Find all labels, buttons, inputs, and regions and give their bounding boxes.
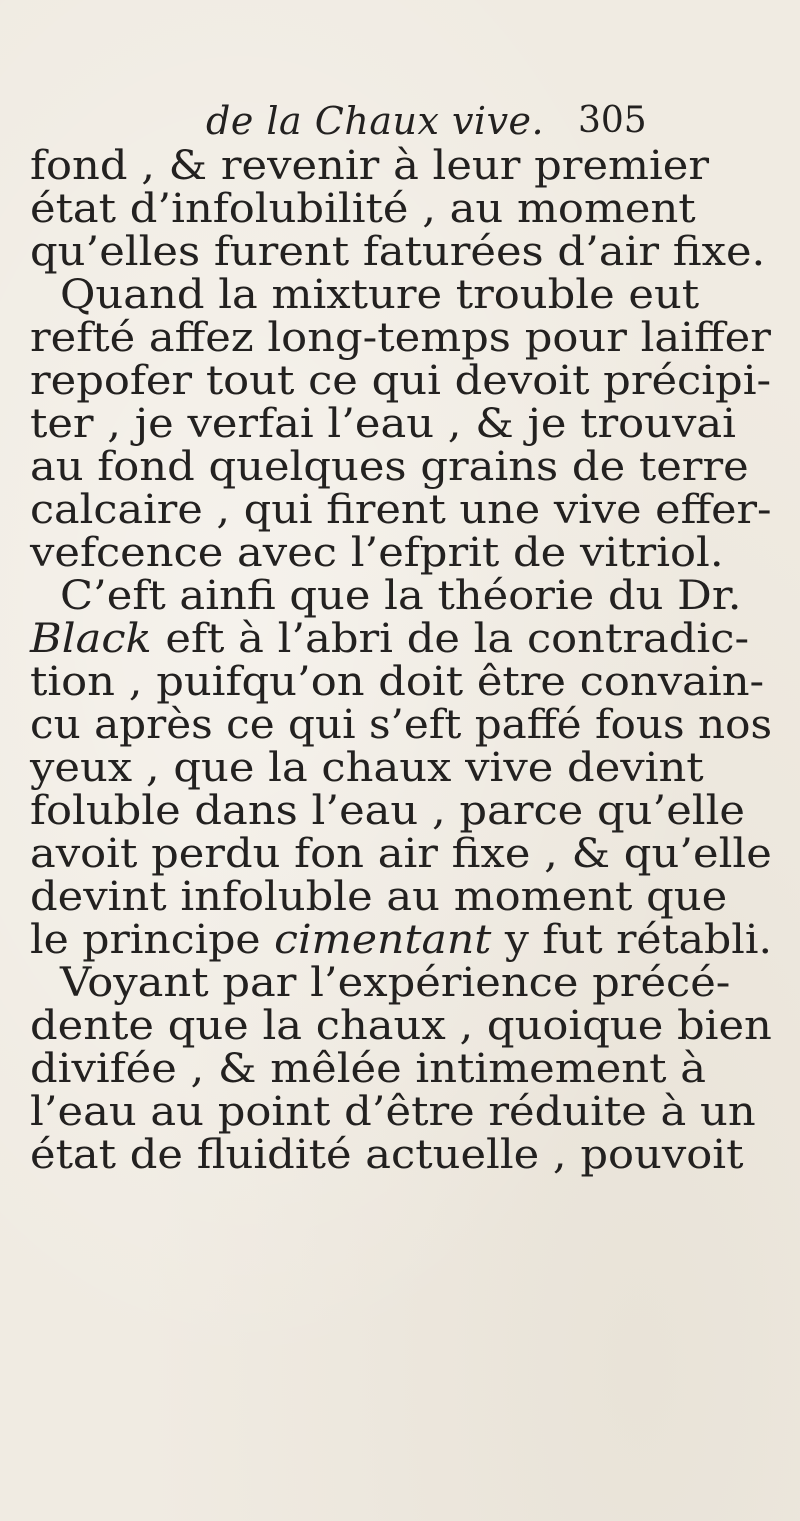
- running-title: de la Chaux vive.: [206, 99, 545, 143]
- text-line: Voyant par l’expérience précé-: [60, 960, 731, 1006]
- text-span: le principe: [30, 917, 275, 963]
- text-line: ter , je verfai l’eau , & je trouvai: [30, 401, 736, 447]
- page-number: 305: [578, 100, 647, 141]
- running-head: [206, 98, 647, 144]
- text-line: qu’elles furent faturées d’air fixe.: [30, 229, 766, 275]
- text-line: état d’infolubilité , au moment: [30, 186, 696, 232]
- text-line: repofer tout ce qui devoit précipi-: [30, 358, 772, 404]
- text-line: fond , & revenir à leur premier: [30, 143, 710, 189]
- text-line: yeux , que la chaux vive devint: [30, 745, 704, 791]
- text-line: devint infoluble au moment que: [30, 874, 728, 920]
- text-line: refté affez long-temps pour laiffer: [30, 315, 771, 361]
- author-name: Black: [30, 616, 152, 662]
- text-line: tion , puifqu’on doit être convain-: [30, 659, 765, 705]
- text-line: [30, 916, 772, 964]
- text-span: y fut rétabli.: [491, 917, 772, 963]
- text-line: vefcence avec l’efprit de vitriol.: [30, 530, 724, 576]
- text-line: divifée , & mêlée intimement à: [30, 1046, 706, 1092]
- text-line: calcaire , qui firent une vive effer-: [30, 487, 772, 533]
- text-line: dente que la chaux , quoique bien: [30, 1003, 772, 1049]
- text-line: état de fluidité actuelle , pouvoit: [30, 1132, 744, 1178]
- text-line: C’eft ainfi que la théorie du Dr.: [60, 573, 742, 619]
- text-line: Quand la mixture trouble eut: [60, 272, 700, 318]
- text-line: l’eau au point d’être réduite à un: [30, 1089, 756, 1135]
- emphasis-term: cimentant: [274, 917, 492, 963]
- text-line: foluble dans l’eau , parce qu’elle: [30, 788, 745, 834]
- text-line: avoit perdu fon air fixe , & qu’elle: [30, 831, 772, 877]
- text-span: eft à l’abri de la contradic-: [151, 616, 750, 662]
- text-line: cu après ce qui s’eft paffé fous nos: [30, 702, 773, 748]
- text-line: au fond quelques grains de terre: [30, 444, 749, 490]
- text-line: [30, 615, 749, 663]
